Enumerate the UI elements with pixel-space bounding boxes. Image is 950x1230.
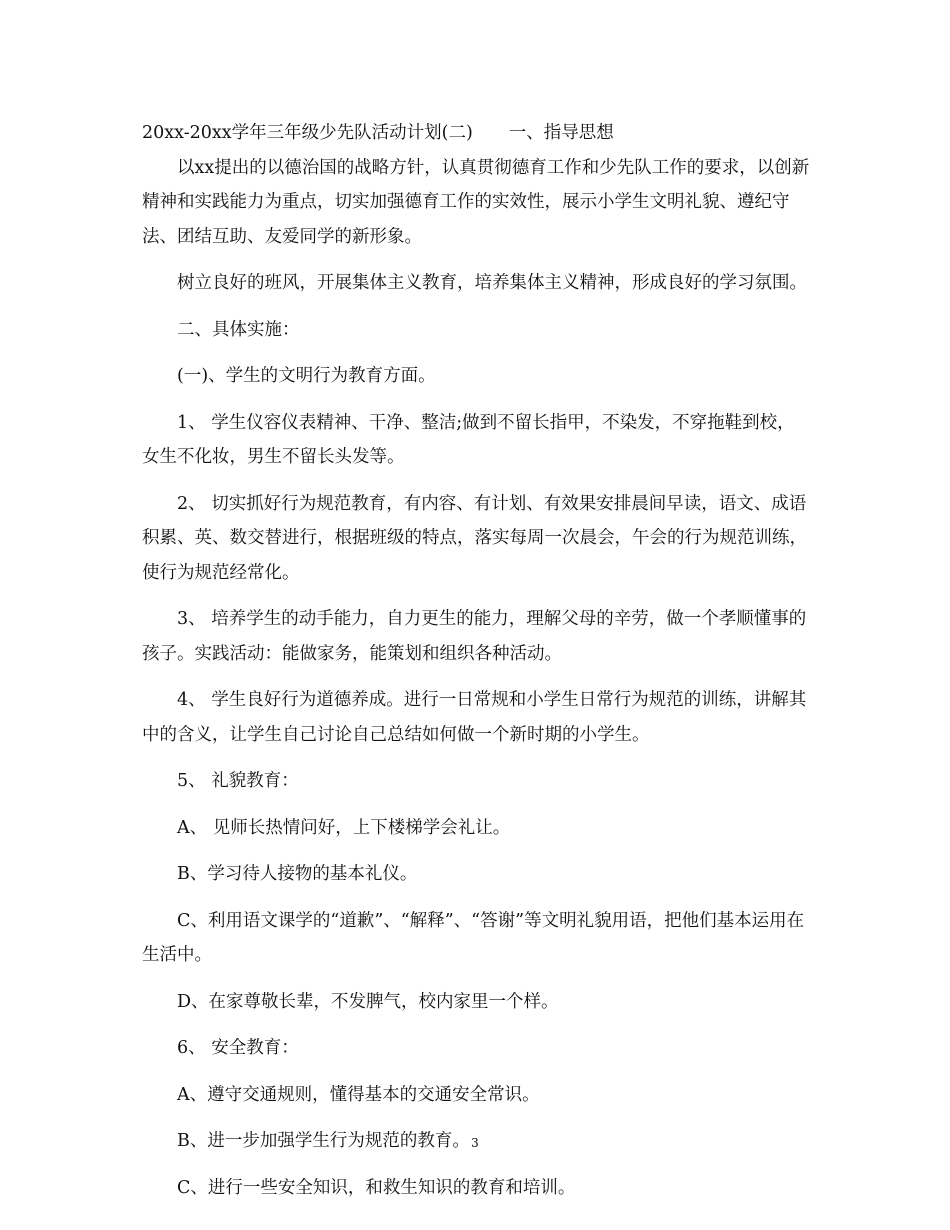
page-number: 3	[471, 1136, 479, 1150]
list-item: 3、 培养学生的动手能力，自力更生的能力，理解父母的辛劳，做一个孝顺懂事的孩子。实践活动：能做家务，能策划和组织各种活动。	[142, 609, 807, 664]
list-item: B、学习待人接物的基本礼仪。	[177, 864, 418, 884]
document-body	[142, 116, 810, 1205]
paragraph: 树立良好的班风，开展集体主义教育，培养集体主义精神，形成良好的学习氛围。	[177, 273, 807, 293]
list-item: D、在家尊敬长辈，不发脾气，校内家里一个样。	[177, 991, 559, 1012]
list-item: A、遵守交通规则，懂得基本的交通安全常识。	[177, 1084, 540, 1105]
document-title: 20xx-20xx学年三年级少先队活动计划(二)	[142, 123, 473, 143]
list-item: 2、 切实抓好行为规范教育，有内容、有计划、有效果安排晨间早读，语文、成语积累、英、数交替进行，根据班级的特点，落实每周一次晨会，午会的行为规范训练，使行为规范经常化。	[142, 493, 807, 583]
list-item: B、进一步加强学生行为规范的教育。	[177, 1131, 470, 1151]
list-item: C、利用语文课学的“道歉”、“解释”、“答谢”等文明礼貌用语，把他们基本运用在生活中。	[142, 910, 805, 965]
title-line	[142, 116, 810, 151]
list-item: 5、 礼貌教育：	[177, 771, 299, 791]
subsection-heading: (一)、学生的文明行为教育方面。	[177, 366, 436, 386]
list-item: 4、 学生良好行为道德养成。进行一日常规和小学生日常行为规范的训练，讲解其中的含义，让学生自己讨论自己总结如何做一个新时期的小学生。	[142, 690, 807, 745]
list-item: 6、 安全教育：	[177, 1038, 299, 1058]
list-item: A、 见师长热情问好，上下楼梯学会礼让。	[177, 817, 511, 838]
list-item: 1、 学生仪容仪表精神、干净、整洁;做到不留长指甲，不染发，不穿拖鞋到校，女生不化妆，男生不留长头发等。	[142, 412, 795, 467]
paragraph: 以xx提出的以德治国的战略方针，认真贯彻德育工作和少先队工作的要求，以创新精神和实践能力为重点，切实加强德育工作的实效性，展示小学生文明礼貌、遵纪守法、团结互助、友爱同学的新形象。	[142, 157, 810, 247]
section-heading-guiding-ideology: 一、指导思想	[508, 123, 614, 143]
section-heading-implementation: 二、具体实施：	[177, 319, 300, 340]
list-item: C、进行一些安全知识，和救生知识的教育和培训。	[177, 1177, 576, 1198]
